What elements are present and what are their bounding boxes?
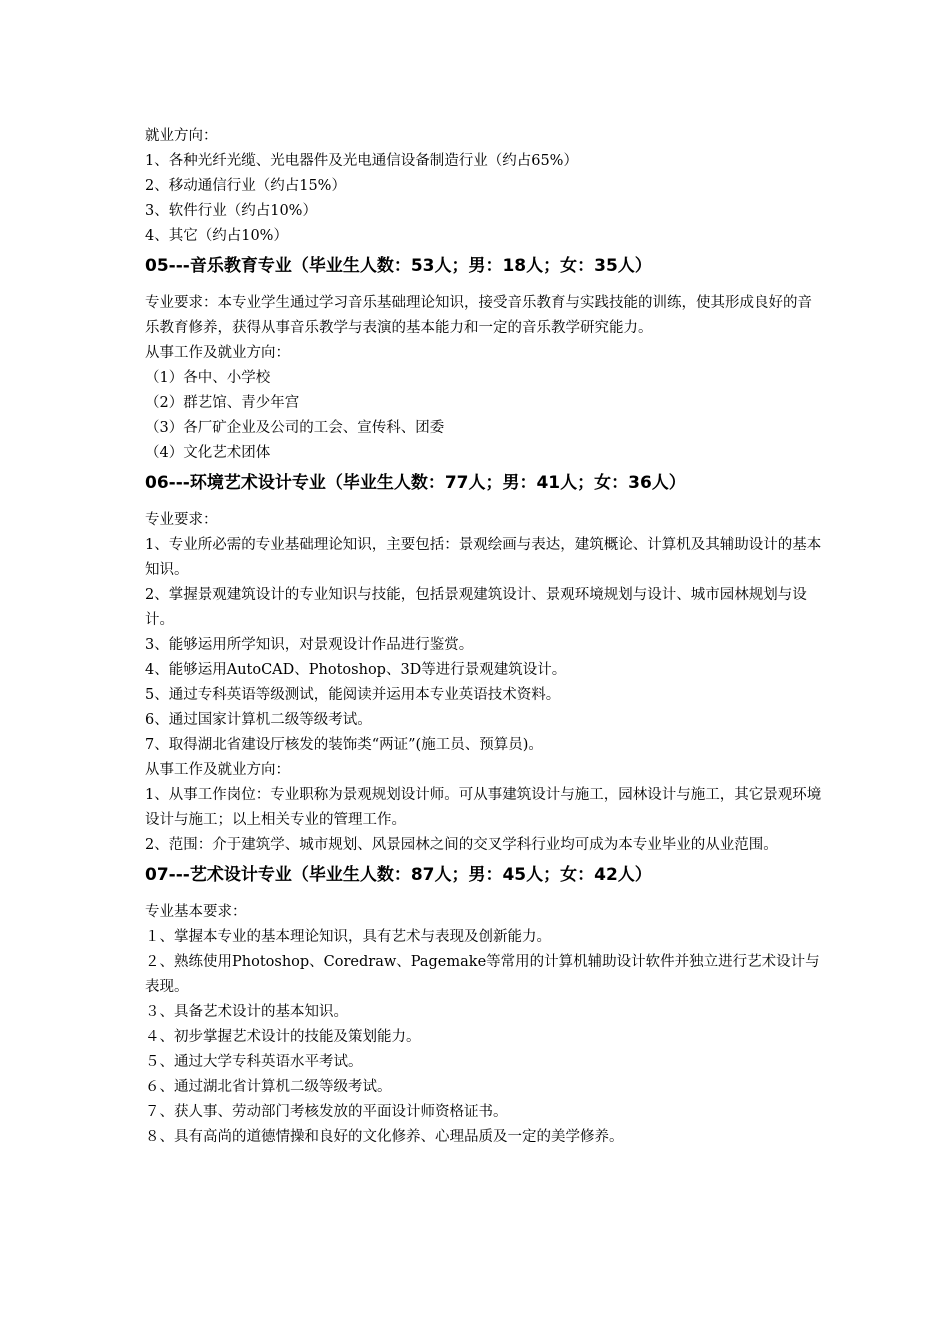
list-item: １、掌握本专业的基本理论知识，具有艺术与表现及创新能力。 (145, 929, 551, 945)
list-item: 4、其它（约占10%） (145, 228, 288, 244)
list-item: 1、各种光纤光缆、光电器件及光电通信设备制造行业（约占65%） (145, 153, 578, 169)
employment-section (145, 124, 825, 249)
list-item: 1、从事工作岗位：专业职称为景观规划设计师。可从事建筑设计与施工，园林设计与施工，其它景观环境设计与施工；以上相关专业的管理工作。 (145, 787, 822, 828)
list-item: ２、熟练使用Photoshop、Coredraw、Pagemake等常用的计算机辅助设计软件并独立进行艺术设计与表现。 (145, 954, 820, 995)
list-item: ８、具有高尚的道德情操和良好的文化修养、心理品质及一定的美学修养。 (145, 1129, 624, 1145)
list-item: 2、移动通信行业（约占15%） (145, 178, 346, 194)
environmental-art-section (145, 472, 825, 858)
section-heading: 05---音乐教育专业（毕业生人数：53人；男：18人；女：35人） (145, 256, 652, 276)
list-item: （2）群艺馆、青少年宫 (145, 395, 300, 411)
section-label: 专业基本要求： (145, 904, 247, 920)
section-heading: 07---艺术设计专业（毕业生人数：87人；男：45人；女：42人） (145, 865, 652, 885)
section-label: 专业要求： (145, 512, 218, 528)
list-item: ７、获人事、劳动部门考核发放的平面设计师资格证书。 (145, 1104, 508, 1120)
section-label: 从事工作及就业方向： (145, 345, 290, 361)
list-item: （4）文化艺术团体 (145, 445, 271, 461)
list-item: 2、掌握景观建筑设计的专业知识与技能，包括景观建筑设计、景观环境规划与设计、城市园林规划与设计。 (145, 587, 807, 628)
list-item: 1、专业所必需的专业基础理论知识，主要包括：景观绘画与表达，建筑概论、计算机及其辅助设计的基本知识。 (145, 537, 822, 578)
list-item: 4、能够运用AutoCAD、Photoshop、3D等进行景观建筑设计。 (145, 662, 567, 678)
section-label: 就业方向： (145, 128, 218, 144)
list-item: 6、通过国家计算机二级等级考试。 (145, 712, 372, 728)
list-item: ３、具备艺术设计的基本知识。 (145, 1004, 348, 1020)
section-heading: 06---环境艺术设计专业（毕业生人数：77人；男：41人；女：36人） (145, 473, 686, 493)
list-item: ６、通过湖北省计算机二级等级考试。 (145, 1079, 392, 1095)
art-design-section (145, 864, 825, 1150)
list-item: 5、通过专科英语等级测试，能阅读并运用本专业英语技术资料。 (145, 687, 561, 703)
music-education-section (145, 255, 825, 466)
list-item: ５、通过大学专科英语水平考试。 (145, 1054, 363, 1070)
list-item: 2、范围：介于建筑学、城市规划、风景园林之间的交叉学科行业均可成为本专业毕业的从业范围。 (145, 837, 778, 853)
document-page (145, 124, 825, 1150)
list-item: 3、能够运用所学知识，对景观设计作品进行鉴赏。 (145, 637, 474, 653)
list-item: ４、初步掌握艺术设计的技能及策划能力。 (145, 1029, 421, 1045)
list-item: （3）各厂矿企业及公司的工会、宣传科、团委 (145, 420, 445, 436)
section-label: 从事工作及就业方向： (145, 762, 290, 778)
requirements-paragraph: 专业要求：本专业学生通过学习音乐基础理论知识，接受音乐教育与实践技能的训练，使其形成良好的音乐教育修养，获得从事音乐教学与表演的基本能力和一定的音乐教学研究能力。 (145, 295, 812, 336)
list-item: （1）各中、小学校 (145, 370, 271, 386)
list-item: 7、取得湖北省建设厅核发的装饰类“两证”(施工员、预算员)。 (145, 737, 543, 753)
list-item: 3、软件行业（约占10%） (145, 203, 317, 219)
